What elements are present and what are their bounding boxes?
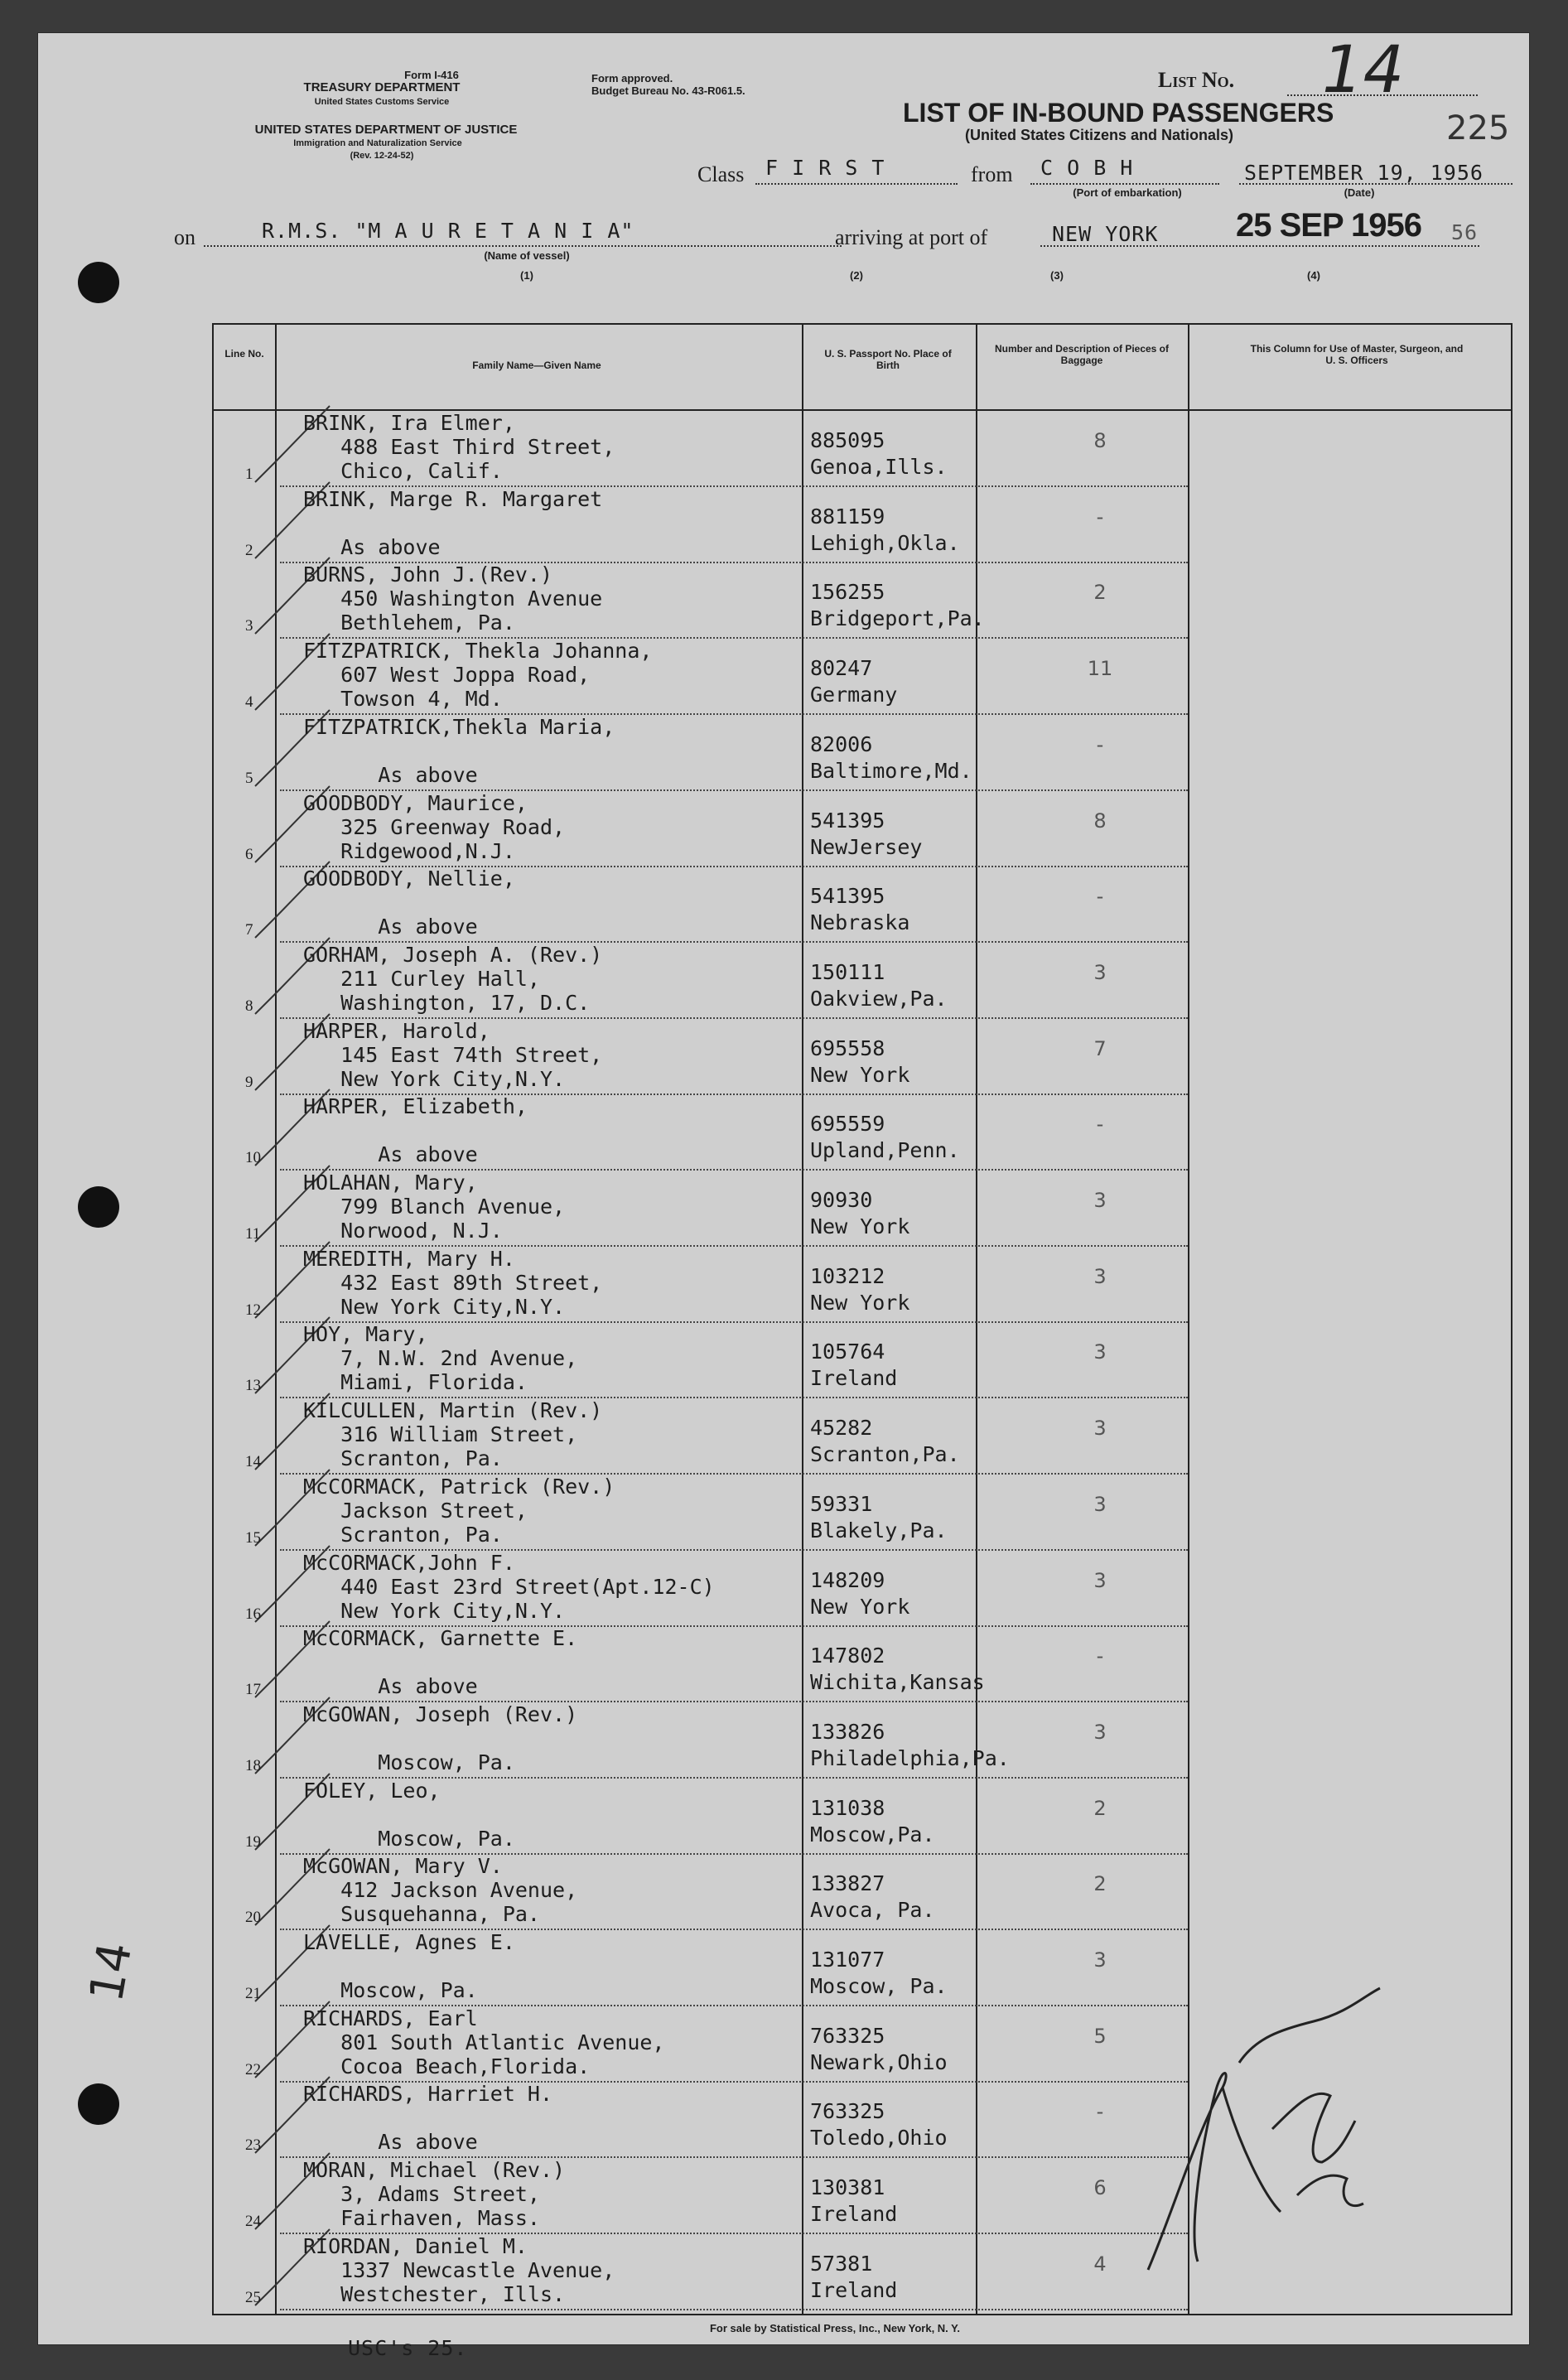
table-row [214,1094,1511,1171]
margin-note: 14 [80,1938,143,2006]
table-row [214,1779,1511,1855]
place-of-birth: Moscow, Pa. [810,1974,948,1998]
table-row [214,1475,1511,1551]
passenger-name: McCORMACK, Garnette E. [303,1626,578,1651]
passport-number: 57381 [810,2251,873,2276]
passenger-name: RIORDAN, Daniel M. [303,2233,528,2258]
place-of-birth: Philadelphia,Pa. [810,1745,1010,1770]
line-number: 16 [245,1605,261,1623]
document-subtitle: (United States Citizens and Nationals) [964,127,1234,143]
passport-number: 59331 [810,1491,873,1516]
passenger-address-line: Towson 4, Md. [303,687,503,712]
place-of-birth: New York [810,1214,910,1238]
place-of-birth: Avoca, Pa. [810,1898,935,1923]
place-of-birth: Blakely,Pa. [810,1518,948,1542]
baggage-count: - [1096,504,1104,529]
place-of-birth: Oakview,Pa. [810,986,948,1011]
immigration-service: Immigration and Naturalization Service [293,138,462,148]
passport-number: 885095 [810,428,885,452]
passenger-name: GOODBODY, Maurice, [303,790,528,815]
place-of-birth: Ireland [810,2202,898,2227]
header-name: Family Name—Given Name [472,360,601,371]
passport-number: 80247 [810,656,873,681]
arrival-date-stamp: 25 SEP 1956 [1236,207,1422,244]
line-number: 11 [245,1225,261,1243]
passport-number: 541395 [810,884,885,909]
passenger-name: McCORMACK, Patrick (Rev.) [303,1474,615,1499]
line-number: 10 [245,1149,261,1167]
baggage-count: 3 [1093,1417,1107,1441]
baggage-count: 3 [1093,960,1107,984]
treasury-dept: TREASURY DEPARTMENT [303,80,461,94]
baggage-count: 3 [1093,1189,1107,1212]
on-label: on [174,225,195,249]
baggage-count: 7 [1093,1036,1107,1060]
passenger-name: BRINK, Marge R. Margaret [303,486,603,511]
col-num-1: (1) [520,269,533,282]
line-number: 15 [245,1528,261,1547]
baggage-count: 2 [1093,1872,1107,1896]
place-of-birth: Ireland [810,1366,898,1391]
passenger-address-line: 488 East Third Street, [303,435,615,459]
passenger-name: FITZPATRICK,Thekla Maria, [303,714,615,739]
revision-date: (Rev. 12-24-52) [350,151,414,161]
passenger-address-line: 1337 Newcastle Avenue, [303,2257,615,2282]
passenger-name: GORHAM, Joseph A. (Rev.) [303,942,603,967]
line-number: 25 [245,2288,261,2306]
passenger-address-line: New York City,N.Y. [303,1294,566,1319]
baggage-count: 3 [1093,1492,1107,1516]
passport-number: 133827 [810,1871,885,1896]
passenger-address-line: 799 Blanch Avenue, [303,1195,566,1219]
place-of-birth: Genoa,Ills. [810,455,948,479]
table-row [214,1398,1511,1475]
passenger-name: McGOWAN, Mary V. [303,1854,503,1879]
place-of-birth: NewJersey [810,834,923,859]
passenger-address-line: Bethlehem, Pa. [303,611,515,635]
line-number: 24 [245,2213,261,2231]
line-number: 9 [245,1073,253,1091]
passenger-address-line: Cocoa Beach,Florida. [303,2054,591,2078]
passenger-name: RICHARDS, Harriet H. [303,2082,553,2107]
officer-signature [1098,1963,1479,2295]
baggage-count: 2 [1093,581,1107,605]
col-num-2: (2) [850,269,863,282]
passenger-address-line: 7, N.W. 2nd Avenue, [303,1346,578,1371]
form-approved: Form approved. [591,72,673,84]
table-row [214,1551,1511,1627]
table-row [214,411,1511,487]
header-passport: U. S. Passport No. Place of Birth [824,348,952,371]
passenger-address-line: Scranton, Pa. [303,1446,503,1471]
passenger-address-line: As above [303,915,478,939]
header-officers: This Column for Use of Master, Surgeon, and U. S. Officers [1250,343,1464,366]
punch-hole-top [78,262,119,303]
passport-number: 150111 [810,959,885,984]
table-row [214,791,1511,867]
date-caption: (Date) [1344,186,1375,199]
line-number: 2 [245,541,253,559]
passport-number: 133826 [810,1719,885,1744]
line-number: 22 [245,2060,261,2078]
passport-number: 695559 [810,1112,885,1137]
passenger-address-line: Washington, 17, D.C. [303,990,591,1015]
baggage-count: 8 [1093,429,1107,452]
table-row [214,1322,1511,1398]
passenger-name: McCORMACK,John F. [303,1550,515,1575]
passenger-address-line: Chico, Calif. [303,459,503,483]
departure-date: SEPTEMBER 19, 1956 [1244,161,1484,185]
passenger-address-line: Fairhaven, Mass. [303,2206,540,2231]
place-of-birth: New York [810,1290,910,1315]
table-row [214,639,1511,715]
passport-number: 156255 [810,580,885,605]
passenger-address-line: 325 Greenway Road, [303,814,566,839]
line-number: 12 [245,1301,261,1319]
place-of-birth: Newark,Ohio [810,2049,948,2074]
baggage-count: 4 [1093,2252,1107,2276]
place-of-birth: New York [810,1062,910,1087]
passenger-address-line: Ridgewood,N.J. [303,838,515,863]
baggage-count: 11 [1087,657,1113,681]
place-of-birth: Nebraska [810,910,910,935]
passenger-address-line: Moscow, Pa. [303,1978,478,2002]
passenger-address-line: 440 East 23rd Street(Apt.12-C) [303,1574,715,1599]
line-number: 18 [245,1756,261,1774]
passport-number: 103212 [810,1263,885,1288]
passport-number: 147802 [810,1644,885,1668]
passenger-name: FOLEY, Leo, [303,1778,441,1803]
place-of-birth: Ireland [810,2277,898,2302]
baggage-count: 3 [1093,1264,1107,1288]
baggage-count: - [1096,2100,1104,2124]
baggage-count: 6 [1093,2176,1107,2200]
passenger-address-line: 801 South Atlantic Avenue, [303,2030,665,2054]
budget-bureau-no: Budget Bureau No. 43-R061.5. [591,84,745,97]
passenger-address-line: Westchester, Ills. [303,2281,566,2306]
line-number: 13 [245,1377,261,1395]
passenger-address-line: 316 William Street, [303,1422,578,1447]
passenger-address-line: As above [303,762,478,787]
page-stamp: 225 [1446,109,1510,147]
passenger-name: HOY, Mary, [303,1322,428,1347]
passenger-name: BURNS, John J.(Rev.) [303,562,553,587]
table-row [214,1171,1511,1247]
class-line [755,183,958,185]
table-row [214,867,1511,943]
passport-number: 541395 [810,808,885,833]
usc-count: USC's 25. [348,2336,468,2360]
baggage-count: - [1096,1113,1104,1137]
passport-number: 45282 [810,1416,873,1441]
line-number: 21 [245,1985,261,2002]
line-number: 4 [245,693,253,712]
passenger-name: RICHARDS, Earl [303,2006,478,2030]
place-of-birth: Moscow,Pa. [810,1822,935,1847]
passenger-address-line: Moscow, Pa. [303,1750,515,1774]
line-number: 3 [245,617,253,635]
col-num-3: (3) [1050,269,1064,282]
line-number: 7 [245,921,253,939]
line-number: 1 [245,466,253,483]
passenger-name: GOODBODY, Nellie, [303,867,515,891]
place-of-birth: Toledo,Ohio [810,2126,948,2151]
baggage-count: - [1096,732,1104,756]
passenger-address-line: Moscow, Pa. [303,1826,515,1851]
passenger-name: McGOWAN, Joseph (Rev.) [303,1702,578,1726]
passenger-address-line: Susquehanna, Pa. [303,1902,540,1927]
passenger-name: FITZPATRICK, Thekla Johanna, [303,639,653,664]
baggage-count: 3 [1093,1568,1107,1592]
port-line [1030,183,1219,185]
col-num-4: (4) [1307,269,1320,282]
table-row [214,1702,1511,1779]
form-number: Form I-416 [404,69,459,81]
passport-number: 148209 [810,1567,885,1592]
header-line-no: Line No. [224,348,264,360]
passenger-name: HARPER, Harold, [303,1018,490,1043]
passenger-name: KILCULLEN, Martin (Rev.) [303,1398,603,1423]
baggage-count: 5 [1093,2024,1107,2048]
class-value: F I R S T [765,156,885,180]
baggage-count: - [1096,1644,1104,1668]
passenger-address-line: Norwood, N.J. [303,1219,503,1243]
line-number: 5 [245,769,253,787]
list-no-value: 14 [1322,33,1405,108]
passenger-address-line: Scranton, Pa. [303,1522,503,1547]
passenger-address-line: As above [303,1142,478,1167]
passport-number: 131077 [810,1948,885,1972]
place-of-birth: Wichita,Kansas [810,1670,985,1695]
vessel-name: R.M.S. "M A U R E T A N I A" [262,219,634,243]
date-line [1239,183,1513,185]
passenger-address-line: New York City,N.Y. [303,1066,566,1091]
list-no-label: List No. [1158,68,1235,92]
table-row [214,1019,1511,1095]
passenger-address-line: Jackson Street, [303,1498,528,1523]
place-of-birth: Lehigh,Okla. [810,530,960,555]
passenger-name: HARPER, Elizabeth, [303,1094,528,1119]
vessel-caption: (Name of vessel) [484,249,570,262]
passenger-name: HOLAHAN, Mary, [303,1171,478,1195]
line-number: 6 [245,845,253,863]
punch-hole-bottom [78,2083,119,2125]
passenger-address-line: Miami, Florida. [303,1370,528,1395]
passport-number: 881159 [810,504,885,529]
passport-number: 131038 [810,1795,885,1820]
baggage-count: - [1096,885,1104,909]
passenger-name: MEREDITH, Mary H. [303,1246,515,1271]
passenger-name: BRINK, Ira Elmer, [303,411,515,435]
line-number: 17 [245,1681,261,1699]
table-row [214,943,1511,1019]
line-number: 19 [245,1832,261,1851]
row-rule [280,2309,1188,2310]
passport-number: 763325 [810,2099,885,2124]
passenger-address-line: 450 Washington Avenue [303,587,603,611]
arriving-label: arriving at port of [835,225,988,249]
passenger-name: MORAN, Michael (Rev.) [303,2158,566,2183]
port-of-embarkation: C O B H [1040,156,1134,180]
passenger-address-line: As above [303,1674,478,1699]
justice-dept: UNITED STATES DEPARTMENT OF JUSTICE [254,123,518,137]
table-row [214,1626,1511,1702]
place-of-birth: New York [810,1594,910,1619]
vessel-line [204,245,842,247]
passenger-address-line: As above [303,2130,478,2155]
line-number: 8 [245,997,253,1015]
port-caption: (Port of embarkation) [1073,186,1182,199]
table-row [214,487,1511,563]
table-row [214,1854,1511,1930]
table-row [214,562,1511,639]
passenger-address-line: 432 East 89th Street, [303,1270,603,1295]
place-of-birth: Baltimore,Md. [810,758,972,783]
passenger-address-line: 607 West Joppa Road, [303,663,591,688]
line-number: 14 [245,1453,261,1471]
place-of-birth: Germany [810,683,898,707]
class-label: Class [697,162,745,186]
passport-number: 695558 [810,1036,885,1060]
baggage-count: 3 [1093,1948,1107,1972]
passport-number: 82006 [810,731,873,756]
table-row [214,715,1511,791]
printer-imprint: For sale by Statistical Press, Inc., New York, N. Y. [709,2322,961,2334]
passenger-address-line: 145 East 74th Street, [303,1042,603,1067]
passport-number: 105764 [810,1340,885,1364]
baggage-count: 2 [1093,1796,1107,1820]
place-of-birth: Upland,Penn. [810,1138,960,1163]
passport-number: 763325 [810,2023,885,2048]
arrival-line [1040,245,1479,247]
header-baggage: Number and Description of Pieces of Baggage [994,343,1170,366]
baggage-count: 3 [1093,1340,1107,1364]
punch-hole-middle [78,1186,119,1228]
place-of-birth: Bridgeport,Pa. [810,606,985,631]
baggage-count: 8 [1093,809,1107,833]
passport-number: 90930 [810,1188,873,1212]
passenger-address-line: 412 Jackson Avenue, [303,1878,578,1903]
passenger-address-line: 211 Curley Hall, [303,966,540,991]
customs-service: United States Customs Service [314,97,450,107]
line-number: 23 [245,2136,261,2155]
arrival-year: 56 [1451,220,1479,244]
baggage-count: 3 [1093,1720,1107,1744]
document-sheet [38,33,1529,2360]
passport-number: 130381 [810,2175,885,2200]
passenger-address-line: 3, Adams Street, [303,2182,540,2207]
from-label: from [971,162,1013,186]
arrival-port: NEW YORK [1052,222,1159,246]
place-of-birth: Scranton,Pa. [810,1442,960,1467]
passenger-name: LAVELLE, Agnes E. [303,1930,515,1954]
line-number: 20 [245,1909,261,1927]
passenger-address-line: As above [303,534,441,559]
table-row [214,1247,1511,1323]
document-title: LIST OF IN-BOUND PASSENGERS [903,98,1334,128]
passenger-address-line: New York City,N.Y. [303,1598,566,1623]
